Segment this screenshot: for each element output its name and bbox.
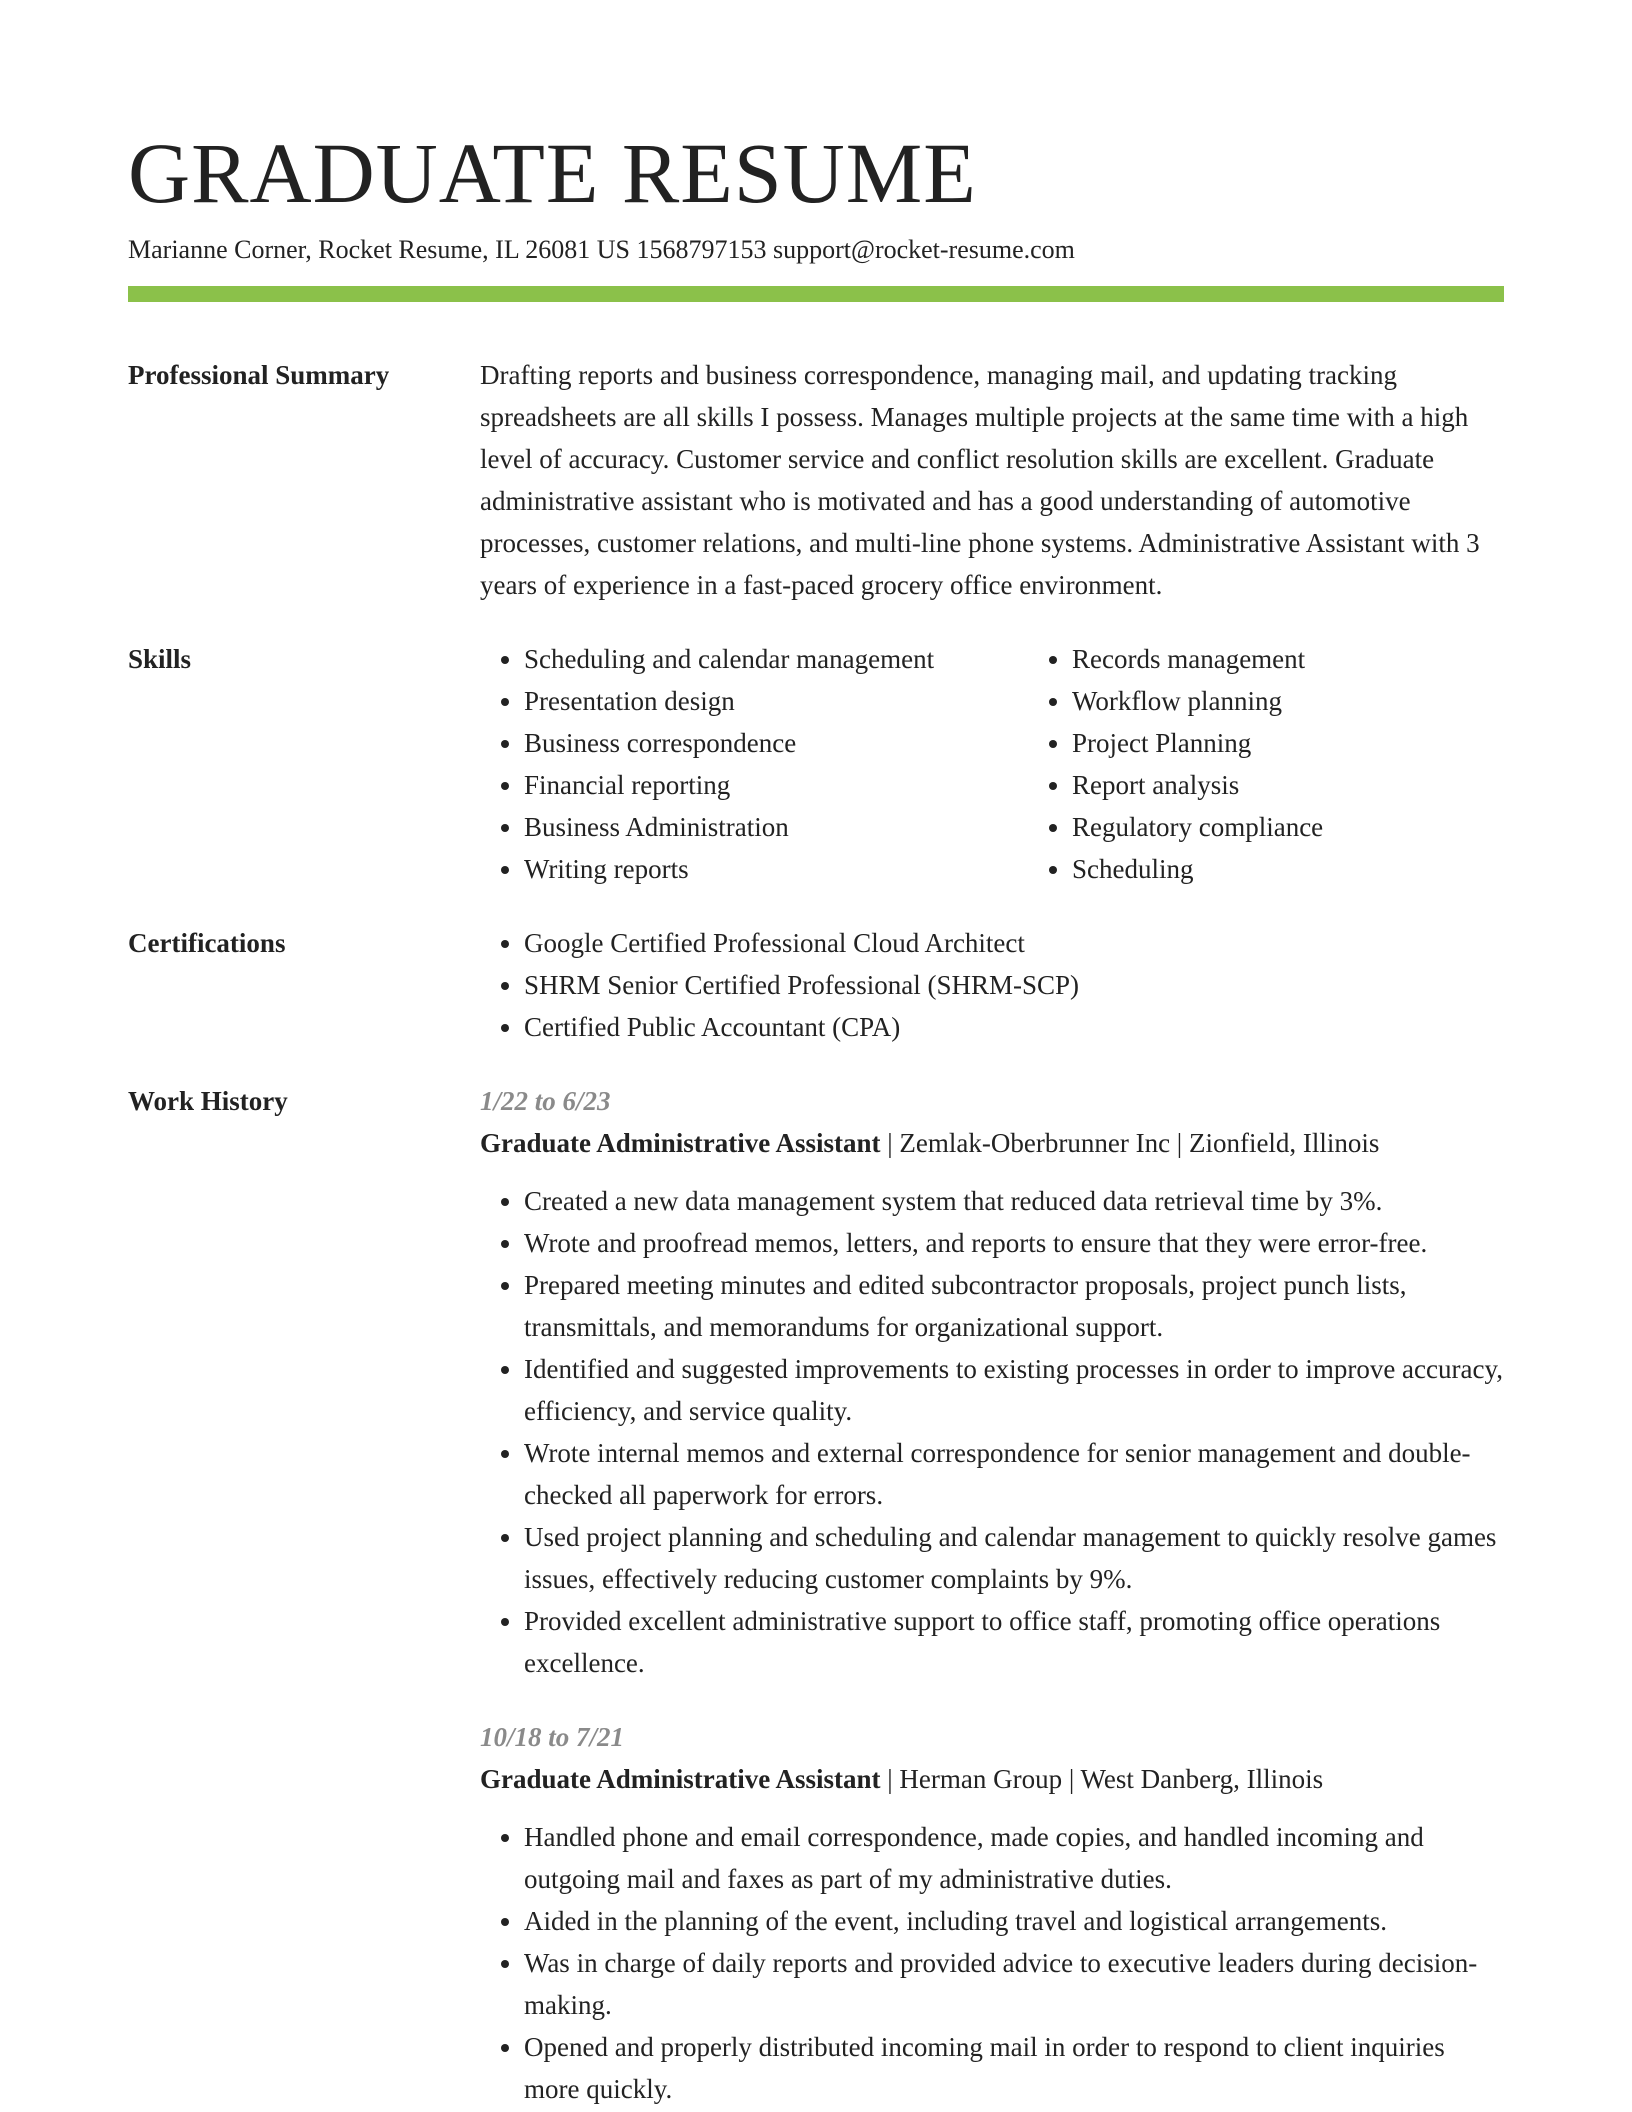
certification-item: • Google Certified Professional Cloud Architect [524, 922, 1504, 964]
skill-item: • Business correspondence [524, 722, 1028, 764]
certifications-list [480, 922, 1504, 1048]
job-responsibilities [480, 1180, 1504, 1684]
responsibility-item: • Prepared meeting minutes and edited subcontractor proposals, project punch lists, transmittals, and memorandums for organizational support. [524, 1264, 1504, 1348]
work-history-section [128, 1080, 1504, 2110]
responsibility-item: • Wrote internal memos and external correspondence for senior management and double-checked all paperwork for errors. [524, 1432, 1504, 1516]
skill-item: • Project Planning [1072, 722, 1576, 764]
skill-item: • Business Administration [524, 806, 1028, 848]
responsibility-item: • Handled phone and email correspondence, made copies, and handled incoming and outgoing mail and faxes as part of my administrative duties. [524, 1816, 1504, 1900]
skill-item: • Regulatory compliance [1072, 806, 1576, 848]
responsibility-item: • Provided excellent administrative support to office staff, promoting office operations excellence. [524, 1600, 1504, 1684]
contact-info: Marianne Corner, Rocket Resume, IL 26081 US 1568797153 support@rocket-resume.com [128, 235, 1075, 264]
summary-text: Drafting reports and business correspondence, managing mail, and updating tracking spreadsheets are all skills I possess. Manages multiple projects at the same time with a high level of accuracy. Customer service and conflict resolution skills are excellent. Graduate administrative assistant who is motivated and has a good understanding of automotive processes, customer relations, and multi-line phone systems. Administrative Assistant with 3 years of experience in a fast-paced grocery office environment. [480, 360, 1480, 600]
skill-item: • Records management [1072, 638, 1576, 680]
skills-section [128, 638, 1504, 890]
job-responsibilities [480, 1816, 1504, 2110]
skill-item: • Presentation design [524, 680, 1028, 722]
job-dates: 10/18 to 7/21 [480, 1722, 625, 1752]
responsibility-item: • Created a new data management system that reduced data retrieval time by 3%. [524, 1180, 1504, 1222]
job-heading [480, 1122, 1504, 1164]
skill-item: • Writing reports [524, 848, 1028, 890]
certifications-section [128, 922, 1504, 1048]
resume-title: GRADUATE RESUME [128, 125, 977, 221]
job-details: | Herman Group | West Danberg, Illinois [880, 1764, 1324, 1794]
responsibility-item: • Aided in the planning of the event, including travel and logistical arrangements. [524, 1900, 1504, 1942]
responsibility-item: • Identified and suggested improvements to existing processes in order to improve accuracy, efficiency, and service quality. [524, 1348, 1504, 1432]
summary-section [128, 354, 1504, 606]
responsibility-item: • Was in charge of daily reports and provided advice to executive leaders during decision-making. [524, 1942, 1504, 2026]
skills-list-right [1028, 638, 1576, 890]
job-title: Graduate Administrative Assistant [480, 1128, 881, 1158]
responsibility-item: • Opened and properly distributed incoming mail in order to respond to client inquiries more quickly. [524, 2026, 1504, 2110]
job-entry [480, 1080, 1504, 1684]
certification-item: • SHRM Senior Certified Professional (SHRM-SCP) [524, 964, 1504, 1006]
responsibility-item: • Used project planning and scheduling and calendar management to quickly resolve games issues, effectively reducing customer complaints by 9%. [524, 1516, 1504, 1600]
job-dates: 1/22 to 6/23 [480, 1086, 611, 1116]
skills-grid [480, 638, 1576, 890]
skill-item: • Scheduling [1072, 848, 1576, 890]
job-details: | Zemlak-Oberbrunner Inc | Zionfield, Illinois [880, 1128, 1380, 1158]
skills-heading: Skills [128, 644, 192, 674]
job-title: Graduate Administrative Assistant [480, 1764, 881, 1794]
skill-item: • Report analysis [1072, 764, 1576, 806]
skills-list-left [480, 638, 1028, 890]
resume-page [128, 118, 1504, 2110]
accent-divider [128, 286, 1504, 302]
job-heading [480, 1758, 1504, 1800]
summary-heading: Professional Summary [128, 360, 390, 390]
certification-item: • Certified Public Accountant (CPA) [524, 1006, 1504, 1048]
job-entry [480, 1716, 1504, 2110]
skill-item: • Scheduling and calendar management [524, 638, 1028, 680]
skill-item: • Financial reporting [524, 764, 1028, 806]
skill-item: • Workflow planning [1072, 680, 1576, 722]
responsibility-item: • Wrote and proofread memos, letters, and reports to ensure that they were error-free. [524, 1222, 1504, 1264]
work-history-heading: Work History [128, 1086, 288, 1116]
certifications-heading: Certifications [128, 928, 286, 958]
